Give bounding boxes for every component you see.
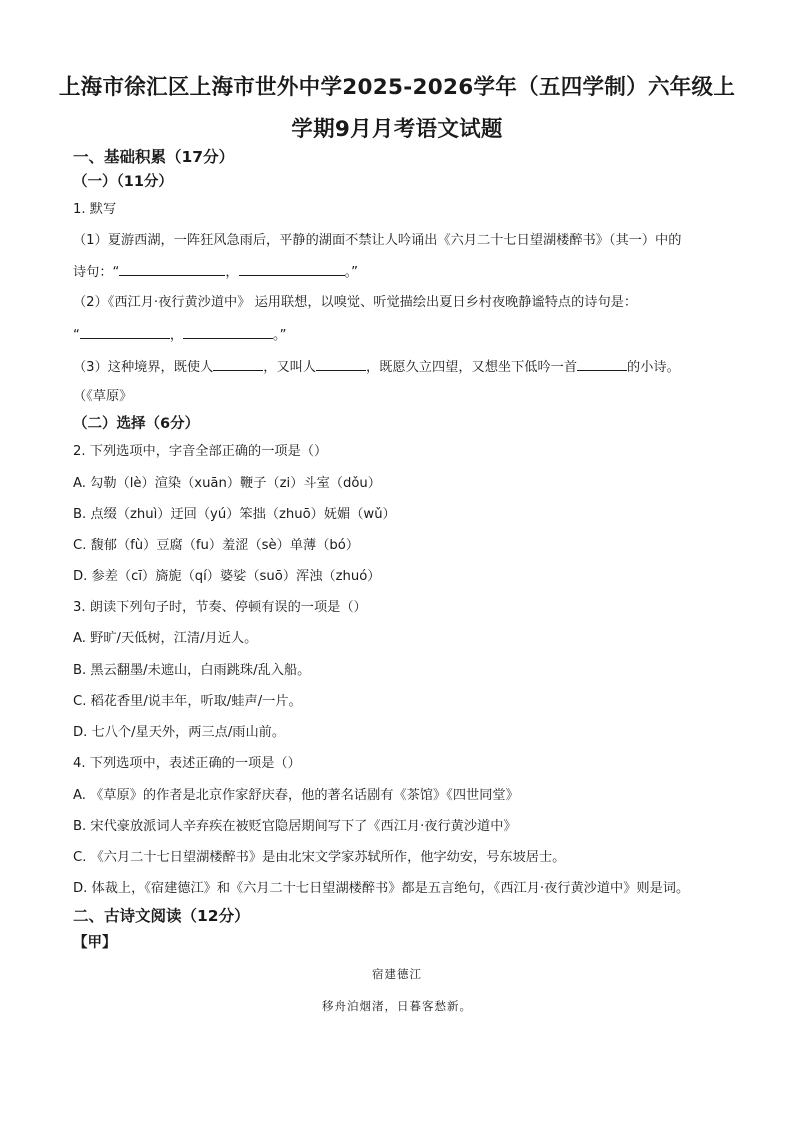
question-3-stem: 3. 朗读下列句子时，节奏、停顿有误的一项是（） xyxy=(73,600,367,615)
answer-blank[interactable] xyxy=(183,325,273,339)
question-4-option-c[interactable]: C. 《六月二十七日望湖楼醉书》是由北宋文学家苏轼所作，他字幼安，号东坡居士。 xyxy=(73,850,566,865)
question-2-option-c[interactable]: C. 馥郁（fù）豆腐（fu）羞涩（sè）单薄（bó） xyxy=(73,538,360,553)
question-1-3-text xyxy=(73,357,680,377)
q1-2-prefix: “ xyxy=(73,328,80,343)
question-1-1-text: （1）夏游西湖，一阵狂风急雨后，平静的湖面不禁让人吟诵出《六月二十七日望湖楼醉书》（其一）中的 xyxy=(73,233,682,248)
question-4-option-a[interactable]: A. 《草原》的作者是北京作家舒庆春，他的著名话剧有《茶馆》《四世同堂》 xyxy=(73,788,519,803)
q1-3-part-4: 的小诗。 xyxy=(627,360,680,375)
q1-1-suffix: 。” xyxy=(344,265,359,280)
question-3-option-a[interactable]: A. 野旷/天低树，江清/月近人。 xyxy=(73,631,258,646)
q1-1-comma: ， xyxy=(225,265,239,280)
q1-3-part-1: （3）这种境界，既使人 xyxy=(73,360,214,375)
q1-3-part-3: ，既愿久立四望，又想坐下低吟一首 xyxy=(366,360,578,375)
question-3-option-b[interactable]: B. 黑云翻墨/未遮山，白雨跳珠/乱入船。 xyxy=(73,663,311,678)
part-2-heading: （二）选择（6分） xyxy=(73,416,200,432)
answer-blank[interactable] xyxy=(316,357,366,371)
answer-blank[interactable] xyxy=(119,262,225,276)
poem-line-1: 移舟泊烟渚，日暮客愁新。 xyxy=(322,999,472,1013)
q1-3-part-2: ，又叫人 xyxy=(263,360,317,375)
question-1-2-answer-line xyxy=(73,325,286,345)
question-2-option-b[interactable]: B. 点缀（zhuì）迂回（yú）笨拙（zhuō）妩媚（wǔ） xyxy=(73,507,396,522)
question-4-option-d[interactable]: D. 体裁上，《宿建德江》和《六月二十七日望湖楼醉书》都是五言绝句，《西江月·夜行黄沙道中》则是词。 xyxy=(73,881,690,896)
question-1-1-answer-line xyxy=(73,262,358,282)
exam-title-line-1: 上海市徐汇区上海市世外中学2025-2026学年（五四学制）六年级上 xyxy=(58,75,736,100)
answer-blank[interactable] xyxy=(80,325,170,339)
question-3-option-c[interactable]: C. 稻花香里/说丰年，听取/蛙声/一片。 xyxy=(73,694,302,709)
q1-1-prefix: 诗句：“ xyxy=(73,265,120,280)
question-1-3-source: （《草原》 xyxy=(73,389,133,404)
question-1-label: 1. 默写 xyxy=(73,202,117,217)
passage-jia-label: 【甲】 xyxy=(73,935,117,951)
question-2-option-a[interactable]: A. 勾勒（lè）渲染（xuān）鞭子（zi）斗室（dǒu） xyxy=(73,476,381,491)
section-1-heading: 一、基础积累（17分） xyxy=(73,148,235,166)
question-1-2-text: （2）《西江月·夜行黄沙道中》 运用联想，以嗅觉、听觉描绘出夏日乡村夜晚静谧特点的诗句是： xyxy=(73,295,638,310)
question-4-stem: 4. 下列选项中，表述正确的一项是（） xyxy=(73,756,301,771)
q1-2-suffix: 。” xyxy=(273,328,287,343)
exam-title-line-2: 学期9月月考语文试题 xyxy=(291,117,503,142)
q1-2-comma: ， xyxy=(169,328,184,343)
answer-blank[interactable] xyxy=(239,262,345,276)
question-4-option-b[interactable]: B. 宋代豪放派词人辛弃疾在被贬官隐居期间写下了《西江月·夜行黄沙道中》 xyxy=(73,819,517,834)
question-2-stem: 2. 下列选项中，字音全部正确的一项是（） xyxy=(73,444,328,459)
question-2-option-d[interactable]: D. 参差（cī）旖旎（qí）婆娑（suō）浑浊（zhuó） xyxy=(73,569,381,584)
poem-title: 宿建德江 xyxy=(372,967,422,981)
answer-blank[interactable] xyxy=(213,357,263,371)
answer-blank[interactable] xyxy=(577,357,627,371)
part-1-heading: （一）（11分） xyxy=(73,174,173,190)
section-2-heading: 二、古诗文阅读（12分） xyxy=(73,907,250,925)
question-3-option-d[interactable]: D. 七八个/星天外，两三点/雨山前。 xyxy=(73,725,286,740)
